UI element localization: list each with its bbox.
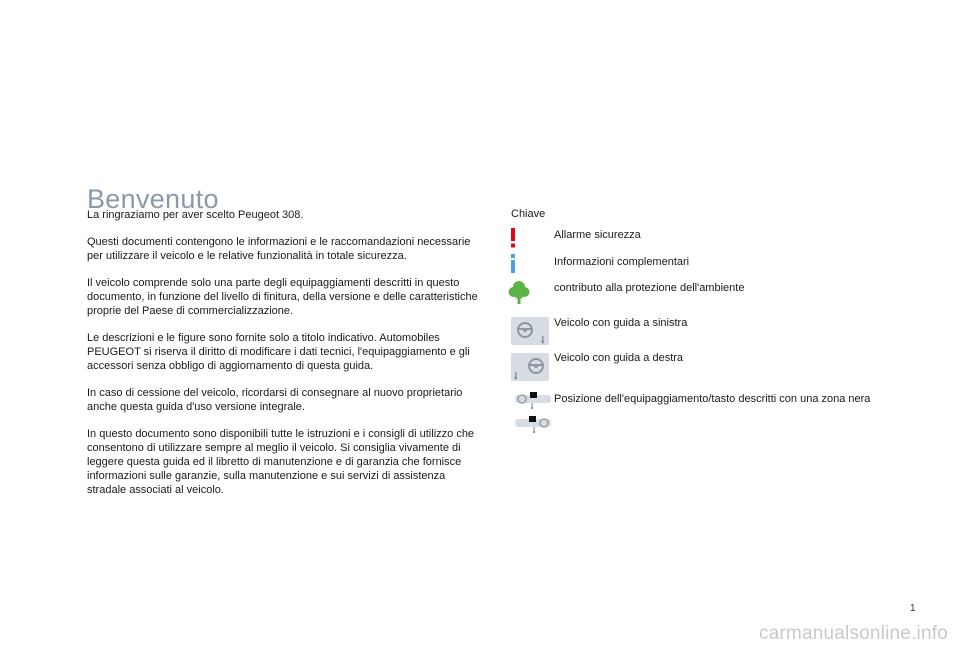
key-title: Chiave xyxy=(511,208,546,220)
right-hand-drive-icon xyxy=(509,351,551,383)
warning-exclamation-icon xyxy=(508,228,518,248)
key-label-info: Informazioni complementari xyxy=(554,256,690,268)
equipment-position-icon xyxy=(513,391,553,411)
paragraph: Questi documenti contengono le informazioni e le raccomandazioni necessarie per utilizzare il veicolo e le relative funzionalità in totale sicurezza. xyxy=(87,236,471,262)
key-label-environment: contributo alla protezione dell'ambiente xyxy=(554,282,745,294)
paragraph: In caso di cessione del veicolo, ricordarsi di consegnare al nuovo proprietario anche questa guida d'uso versione integrale. xyxy=(87,387,463,413)
left-hand-drive-icon xyxy=(509,315,551,347)
page-number: 1 xyxy=(910,603,916,614)
equipment-position-icon xyxy=(513,415,553,435)
info-icon xyxy=(508,254,518,274)
key-label-equipment-position: Posizione dell'equipaggiamento/tasto descritti con una zona nera xyxy=(554,393,871,405)
intro-text xyxy=(87,208,487,510)
paragraph: Il veicolo comprende solo una parte degli equipaggiamenti descritti in questo documento, in funzione del livello di finitura, della versione e delle caratteristiche proprie del Paese di commercializzazione. xyxy=(87,277,478,317)
paragraph: Le descrizioni e le figure sono fornite solo a titolo indicativo. Automobiles PEUGEOT si riserva il diritto di modificare i dati tecnici, l'equipaggiamento e gli accessori senza obbligo di aggiornamento di questa guida. xyxy=(87,332,470,372)
page-title: Benvenuto xyxy=(87,184,219,215)
paragraph: La ringraziamo per aver scelto Peugeot 308. xyxy=(87,209,304,221)
key-label-right-drive: Veicolo con guida a destra xyxy=(554,352,684,364)
paragraph: In questo documento sono disponibili tutte le istruzioni e i consigli di utilizzo che consentono di utilizzare sempre al meglio il veicolo. Si consiglia vivamente di leggere questa guida ed il libretto di manutenzione e di garanzia che fornisce informazioni sulle garanzie, sulla manutenzione e sui servizi di assistenza stradale associati al veicolo. xyxy=(87,428,475,496)
key-label-left-drive: Veicolo con guida a sinistra xyxy=(554,317,688,329)
key-label-warning: Allarme sicurezza xyxy=(554,229,641,241)
footer-watermark: carmanualsonline.info xyxy=(758,623,948,644)
tree-icon xyxy=(508,280,530,304)
